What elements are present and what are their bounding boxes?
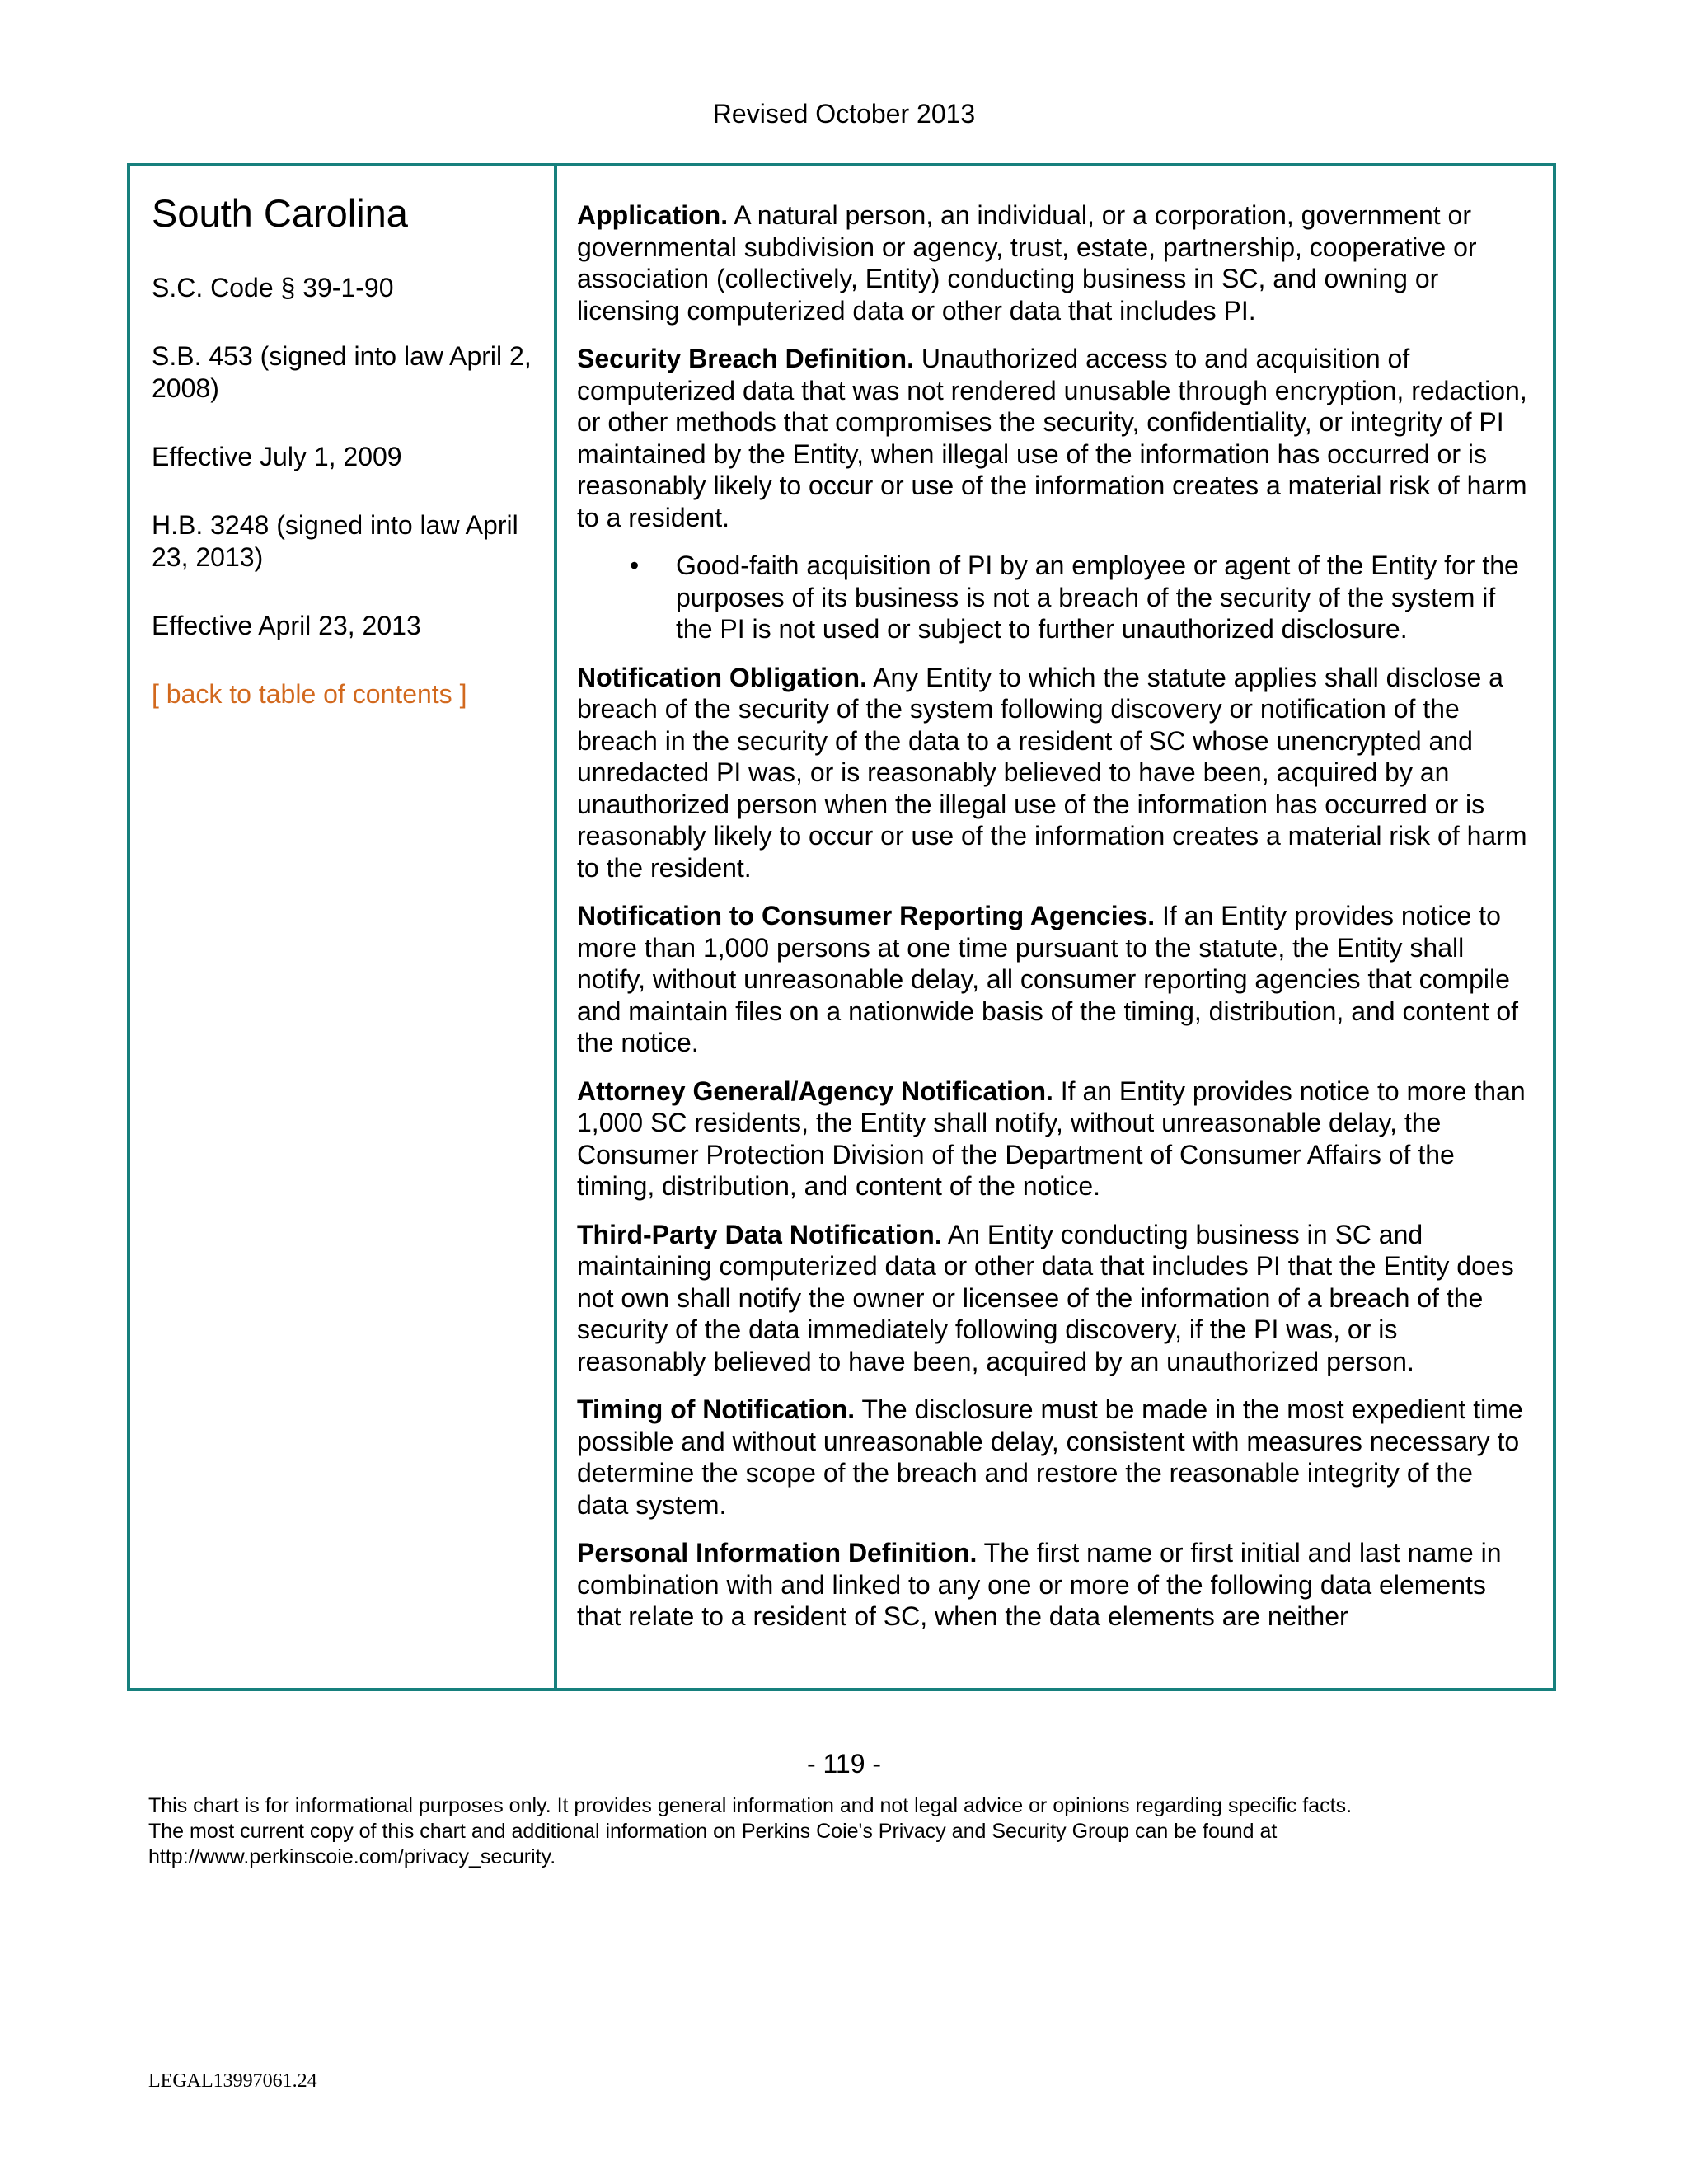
attorney-general-heading: Attorney General/Agency Notification. (577, 1076, 1053, 1106)
third-party-text: An Entity conducting business in SC and maintaining computerized data or other data that includes PI that the Entity does not own shall notify the owner or licensee of the information of a breach of the security of the data immediately following discovery, if the PI was, or is reasonably believed to have been, acquired by an unauthorized person. (577, 1219, 1514, 1376)
personal-info-text: The first name or first initial and last name in combination with and linked to any one or more of the following data elements that relate to a resident of SC, when the data elements are neither (577, 1538, 1502, 1631)
application-heading: Application. (577, 200, 729, 230)
document-id: LEGAL13997061.24 (148, 2070, 317, 2092)
disclaimer-url: http://www.perkinscoie.com/privacy_security. (148, 1845, 556, 1868)
consumer-reporting-section (577, 900, 1530, 1059)
page-number: - 119 - (806, 1749, 882, 1779)
list-item (577, 550, 1530, 645)
timing-text: The disclosure must be made in the most expedient time possible and without unreasonable delay, consistent with measures necessary to determine the scope of the breach and restore the reasonable integrity of the data system. (577, 1394, 1523, 1520)
house-bill-info: H.B. 3248 (signed into law April 23, 2013) (152, 510, 518, 573)
breach-exceptions-list (577, 550, 1530, 645)
disclaimer-line: This chart is for informational purposes only. It provides general information and not legal advice or opinions regarding specific facts. (148, 1794, 1353, 1817)
statute-citation: S.C. Code § 39-1-90 (152, 273, 394, 303)
disclaimer-line: The most current copy of this chart and additional information on Perkins Coie's Privacy and Security Group can be found at (148, 1820, 1278, 1843)
revision-header: Revised October 2013 (712, 99, 976, 129)
notification-obligation-text: Any Entity to which the statute applies shall disclose a breach of the security of the system following discovery or notification of the breach in the security of the data to a resident of SC whose unencrypted and unredacted PI was, or is reasonably believed to have been, acquired by an unauthorized person when the illegal use of the information has occurred or is reasonably likely to occur or use of the information creates a material risk of harm to the resident. (577, 662, 1527, 883)
personal-info-section (577, 1537, 1530, 1633)
third-party-heading: Third-Party Data Notification. (577, 1219, 942, 1249)
notification-obligation-heading: Notification Obligation. (577, 662, 867, 692)
timing-heading: Timing of Notification. (577, 1394, 856, 1424)
security-breach-section (577, 343, 1530, 533)
bullet-text: Good-faith acquisition of PI by an employee or agent of the Entity for the purposes of its business is not a breach of the security of the system if the PI is not used or subject to further unauthorized disclosure. (676, 551, 1519, 644)
timing-section (577, 1394, 1530, 1521)
consumer-reporting-heading: Notification to Consumer Reporting Agencies. (577, 901, 1156, 930)
personal-info-heading: Personal Information Definition. (577, 1538, 978, 1568)
back-to-toc-link[interactable]: [ back to table of contents ] (152, 679, 467, 710)
attorney-general-section (577, 1076, 1530, 1202)
consumer-reporting-text: If an Entity provides notice to more than 1,000 persons at one time pursuant to the statute, the Entity shall notify, without unreasonable delay, all consumer reporting agencies that compile and maintain files on a nationwide basis of the timing, distribution, and content of the notice. (577, 901, 1519, 1057)
bullet-icon: • (630, 551, 640, 580)
effective-date-2009: Effective July 1, 2009 (152, 442, 402, 472)
state-law-table (127, 163, 1556, 1691)
disclaimer-note (148, 1793, 1550, 1870)
security-breach-heading: Security Breach Definition. (577, 344, 914, 373)
law-details-column (557, 166, 1553, 1688)
application-text: A natural person, an individual, or a corporation, government or governmental subdivision or agency, trust, estate, partnership, cooperative or association (collectively, Entity) conducting business in SC, and owning or licensing computerized data or other data that includes PI. (577, 200, 1477, 326)
third-party-section (577, 1219, 1530, 1378)
security-breach-text: Unauthorized access to and acquisition of computerized data that was not rendered unusable through encryption, redaction, or other methods that compromises the security, confidentiality, or integrity of PI maintained by the Entity, when illegal use of the information has occurred or is reasonably likely to occur or use of the information creates a material risk of harm to a resident. (577, 344, 1527, 532)
effective-date-2013: Effective April 23, 2013 (152, 611, 421, 641)
notification-obligation-section (577, 662, 1530, 884)
attorney-general-text: If an Entity provides notice to more than 1,000 SC residents, the Entity shall notify, without unreasonable delay, the Consumer Protection Division of the Department of Consumer Affairs of the timing, distribution, and content of the notice. (577, 1076, 1526, 1201)
senate-bill-info: S.B. 453 (signed into law April 2, 2008) (152, 341, 532, 404)
application-section (577, 199, 1530, 326)
state-name-heading: South Carolina (152, 191, 408, 235)
state-info-column (130, 166, 557, 1688)
